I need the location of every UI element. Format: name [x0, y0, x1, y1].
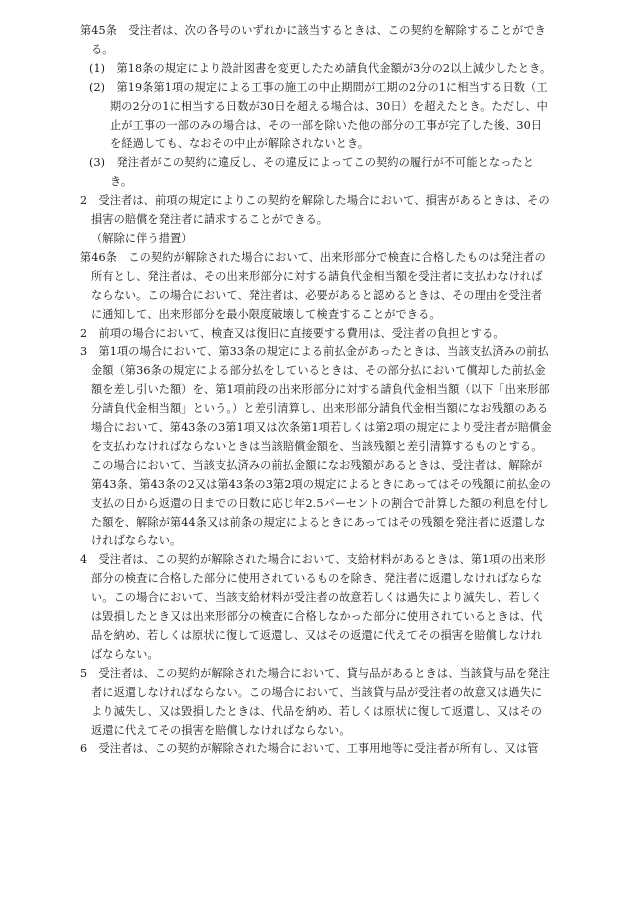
item-number: (1): [89, 61, 106, 75]
section-heading: （解除に伴う措置）: [91, 231, 193, 245]
article-46-text: この契約が解除された場合において、出来形部分で検査に合格したものは発注者の所有とし、発注者は、その出来形部分に対する請負代金相当額を受注者に支払わなければならない。この場合において、発注者は、必要があると認めるときは、その理由を受注者に通知して、出来形部分を最小限度破壊して検査することができる。: [91, 250, 546, 321]
paragraph-text: 受注者は、前項の規定によりこの契約を解除した場合において、損害があるときは、その損害の賠償を発注者に請求することができる。: [91, 194, 550, 227]
article-46-paragraph-3: [80, 343, 552, 551]
paragraph-text: 第1項の場合において、第33条の規定による前払金があったときは、当該支払済みの前払金額（第36条の規定による部分払をしているときは、その部分払において償却した前払金額を差し引いた額）を、第1項前段の出来形部分に対する請負代金相当額（以下「出来形部分請負代金相当額」という。）と差引清算し、出来形部分請負代金相当額になお残額のある場合において、第43条の3第1項又は次条第1項若しくは第2項の規定により受注者が賠償金を支払わなければならないときは当該賠償金額を、当該残額と差引清算するものとする。この場合において、当該支払済みの前払金額になお残額があるときは、受注者は、解除が第43条、第43条の2又は第43条の3第2項の規定によるときにあってはその残額に前払金の支払の日から返還の日までの日数に応じ年2.5パーセントの割合で計算した額の利息を付した額を、解除が第44条又は前条の規定によるときにあってはその残額を発注者に返還しなければならない。: [91, 345, 552, 548]
article-46-header: 第46条: [80, 250, 118, 264]
article-45-header: 第45条: [80, 24, 118, 37]
article-46-paragraph-2: [80, 325, 552, 344]
paragraph-text: 受注者は、この契約が解除された場合において、支給材料があるときは、第1項の出来形部分の検査に合格した部分に使用されているものを除き、発注者に返還しなければならない。この場合において、当該支給材料が受注者の故意若しくは過失により滅失し、若しくは毀損したとき又は出来形部分の検査に合格しなかった部分に使用されているときは、代品を納め、若しくは原状に復して返還し、又はその返還に代えてその損害を賠償しなければならない。: [91, 553, 546, 661]
article-46-paragraph-6: [80, 740, 552, 759]
item-number: (3): [89, 156, 106, 170]
paragraph-text: 受注者は、この契約が解除された場合において、工事用地等に受注者が所有し、又は管: [98, 742, 539, 756]
item-text: 第19条第1項の規定による工事の施工の中止期間が工期の2分の1に相当する日数（工期の2分の1に相当する日数が30日を超える場合は、30日）を超えたとき。ただし、中止が工事の一部のみの場合は、その一部を除いた他の部分の工事が完了した後、30日を経過しても、なおその中止が解除されないとき。: [110, 80, 548, 151]
paragraph-number: 2: [80, 194, 88, 208]
article-46-paragraph-5: [80, 665, 552, 741]
document-body: [80, 22, 552, 759]
article-45-item-3: [80, 154, 552, 192]
item-text: 発注者がこの契約に違反し、その違反によってこの契約の履行が不可能となったとき。: [110, 156, 535, 189]
article-45-paragraph-2: [80, 192, 552, 230]
paragraph-number: 3: [80, 345, 88, 359]
paragraph-number: 5: [80, 666, 88, 680]
article-45: [80, 22, 552, 60]
paragraph-number: 6: [80, 742, 88, 756]
article-45-text: 受注者は、次の各号のいずれかに該当するときは、この契約を解除することができる。: [91, 24, 546, 56]
paragraph-text: 前項の場合において、検査又は復旧に直接要する費用は、受注者の負担とする。: [98, 326, 505, 340]
paragraph-number: 4: [80, 553, 88, 567]
item-text: 第18条の規定により設計図書を変更したため請負代金額が3分の2以上減少したとき。: [116, 61, 552, 75]
article-45-item-1: [80, 60, 552, 79]
article-45-item-2: [80, 79, 552, 155]
article-46: [80, 249, 552, 325]
paragraph-text: 受注者は、この契約が解除された場合において、貸与品があるときは、当該貸与品を発注者に返還しなければならない。この場合において、当該貸与品が受注者の故意又は過失により滅失し、又は毀損したときは、代品を納め、若しくは原状に復して返還し、又はその返還に代えてその損害を賠償しなければならない。: [91, 666, 550, 737]
item-number: (2): [89, 80, 106, 94]
paragraph-number: 2: [80, 326, 88, 340]
article-46-paragraph-4: [80, 551, 552, 664]
